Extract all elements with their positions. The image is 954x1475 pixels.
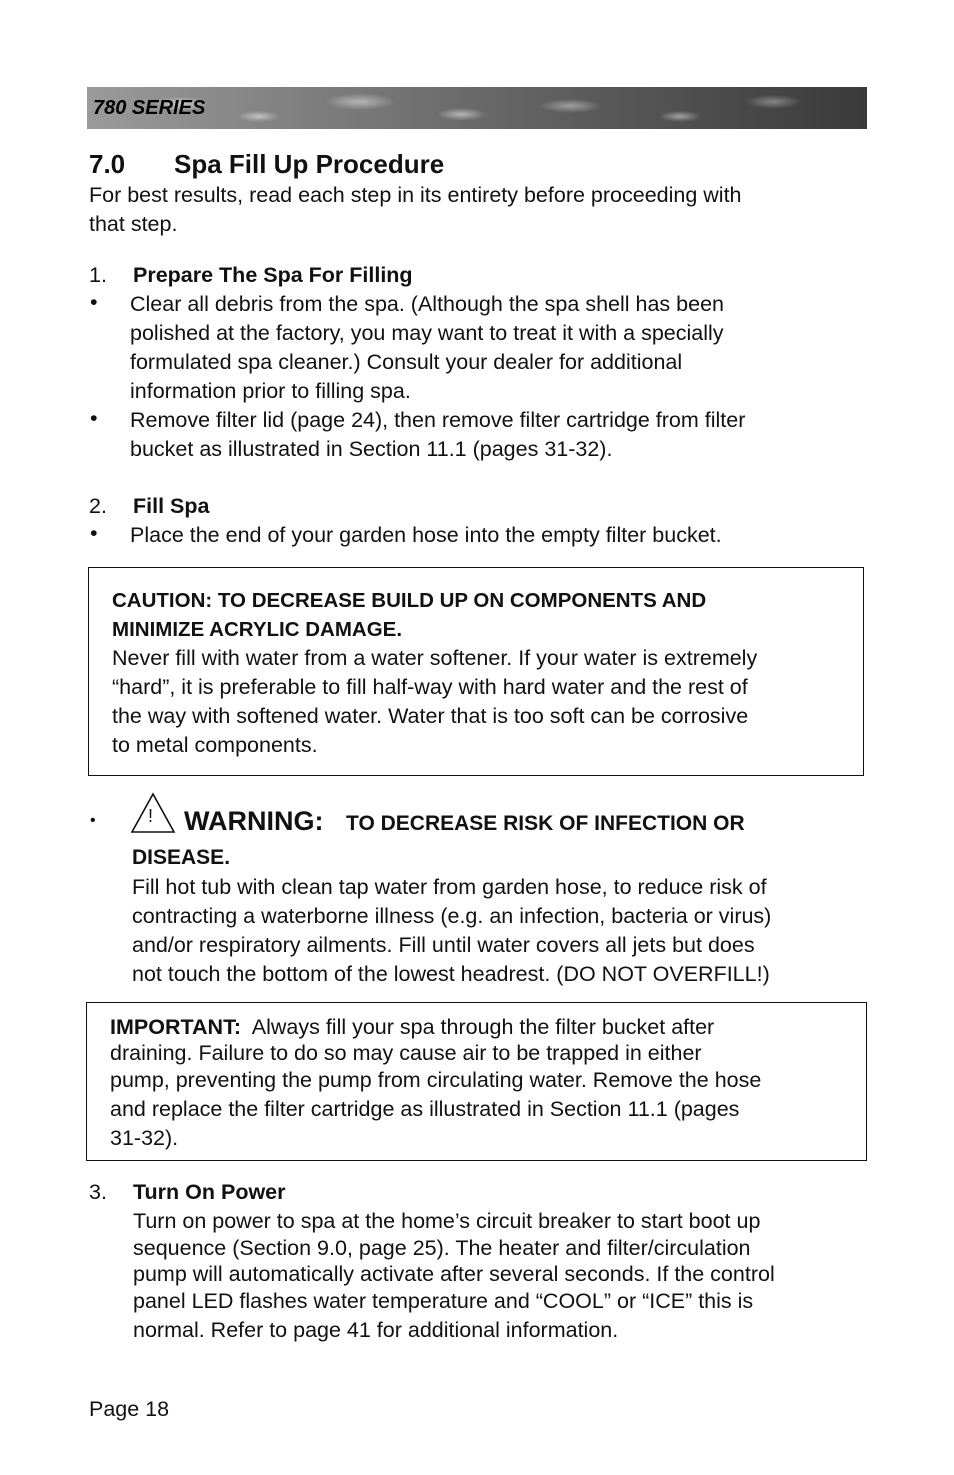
step-3-line-4: panel LED flashes water temperature and “COOL” or “ICE” this is bbox=[133, 1289, 754, 1313]
important-line-1-text: Always fill your spa through the filter bucket after bbox=[251, 1015, 715, 1039]
warning-heading: TO DECREASE RISK OF INFECTION OR bbox=[346, 812, 745, 835]
warning-label: WARNING: bbox=[184, 806, 324, 836]
step-3-line-3: pump will automatically activate after several seconds. If the control bbox=[133, 1262, 775, 1286]
bullet: • bbox=[90, 406, 98, 430]
step-2-bullet-1: Place the end of your garden hose into the empty filter bucket. bbox=[130, 523, 722, 547]
section-number: 7.0 bbox=[89, 149, 126, 179]
step-1-number: 1. bbox=[89, 263, 107, 287]
warning-line-4: not touch the bottom of the lowest headrest. (DO NOT OVERFILL!) bbox=[132, 962, 770, 986]
step-3-line-5: normal. Refer to page 41 for additional information. bbox=[133, 1318, 619, 1342]
step-2-title: Fill Spa bbox=[133, 494, 210, 518]
step-1-bullet-1-line-2: polished at the factory, you may want to treat it with a specially bbox=[130, 321, 724, 345]
series-banner bbox=[87, 87, 867, 129]
warning-line-1: Fill hot tub with clean tap water from garden hose, to reduce risk of bbox=[132, 875, 767, 899]
intro-line-2: that step. bbox=[89, 212, 178, 236]
section-title: Spa Fill Up Procedure bbox=[174, 149, 445, 179]
important-line-4: and replace the filter cartridge as illustrated in Section 11.1 (pages bbox=[110, 1097, 740, 1121]
step-1-title: Prepare The Spa For Filling bbox=[133, 263, 413, 287]
intro-line-1: For best results, read each step in its entirety before proceeding with bbox=[89, 183, 742, 207]
caution-line-1: Never fill with water from a water softener. If your water is extremely bbox=[112, 646, 758, 670]
step-3-title: Turn On Power bbox=[133, 1180, 286, 1204]
page-number: Page 18 bbox=[89, 1397, 170, 1421]
warning-line-2: contracting a waterborne illness (e.g. an infection, bacteria or virus) bbox=[132, 904, 772, 928]
bullet: • bbox=[90, 521, 98, 545]
important-line-2: draining. Failure to do so may cause air to be trapped in either bbox=[110, 1041, 702, 1065]
step-3-number: 3. bbox=[89, 1180, 107, 1204]
warning-symbol: ! bbox=[148, 806, 154, 826]
series-label: 780 SERIES bbox=[93, 97, 206, 119]
caution-line-2: “hard”, it is preferable to fill half-way with hard water and the rest of bbox=[112, 675, 748, 699]
important-line-1 bbox=[110, 1013, 714, 1042]
step-1-bullet-2-line-2: bucket as illustrated in Section 11.1 (pages 31-32). bbox=[130, 437, 613, 461]
step-1-bullet-1-line-4: information prior to filling spa. bbox=[130, 379, 411, 403]
important-label: IMPORTANT: bbox=[110, 1015, 241, 1039]
important-line-3: pump, preventing the pump from circulating water. Remove the hose bbox=[110, 1068, 762, 1092]
section-heading bbox=[89, 149, 444, 180]
step-3-line-2: sequence (Section 9.0, page 25). The heater and filter/circulation bbox=[133, 1236, 751, 1260]
warning-line-3: and/or respiratory ailments. Fill until water covers all jets but does bbox=[132, 933, 755, 957]
step-1-bullet-2-line-1: Remove filter lid (page 24), then remove filter cartridge from filter bbox=[130, 408, 746, 432]
bullet: • bbox=[90, 812, 96, 829]
step-1-bullet-1-line-3: formulated spa cleaner.) Consult your dealer for additional bbox=[130, 350, 683, 374]
warning-heading-line-2: DISEASE. bbox=[132, 846, 231, 869]
step-1-bullet-1-line-1: Clear all debris from the spa. (Although the spa shell has been bbox=[130, 292, 724, 316]
step-2-number: 2. bbox=[89, 494, 107, 518]
important-line-5: 31-32). bbox=[110, 1126, 179, 1150]
caution-heading-line-2: MINIMIZE ACRYLIC DAMAGE. bbox=[112, 618, 403, 641]
bullet: • bbox=[90, 290, 98, 314]
caution-line-4: to metal components. bbox=[112, 733, 318, 757]
caution-line-3: the way with softened water. Water that is too soft can be corrosive bbox=[112, 704, 749, 728]
step-3-line-1: Turn on power to spa at the home’s circuit breaker to start boot up bbox=[133, 1209, 761, 1233]
caution-heading-line-1: CAUTION: TO DECREASE BUILD UP ON COMPONENTS AND bbox=[112, 589, 707, 612]
